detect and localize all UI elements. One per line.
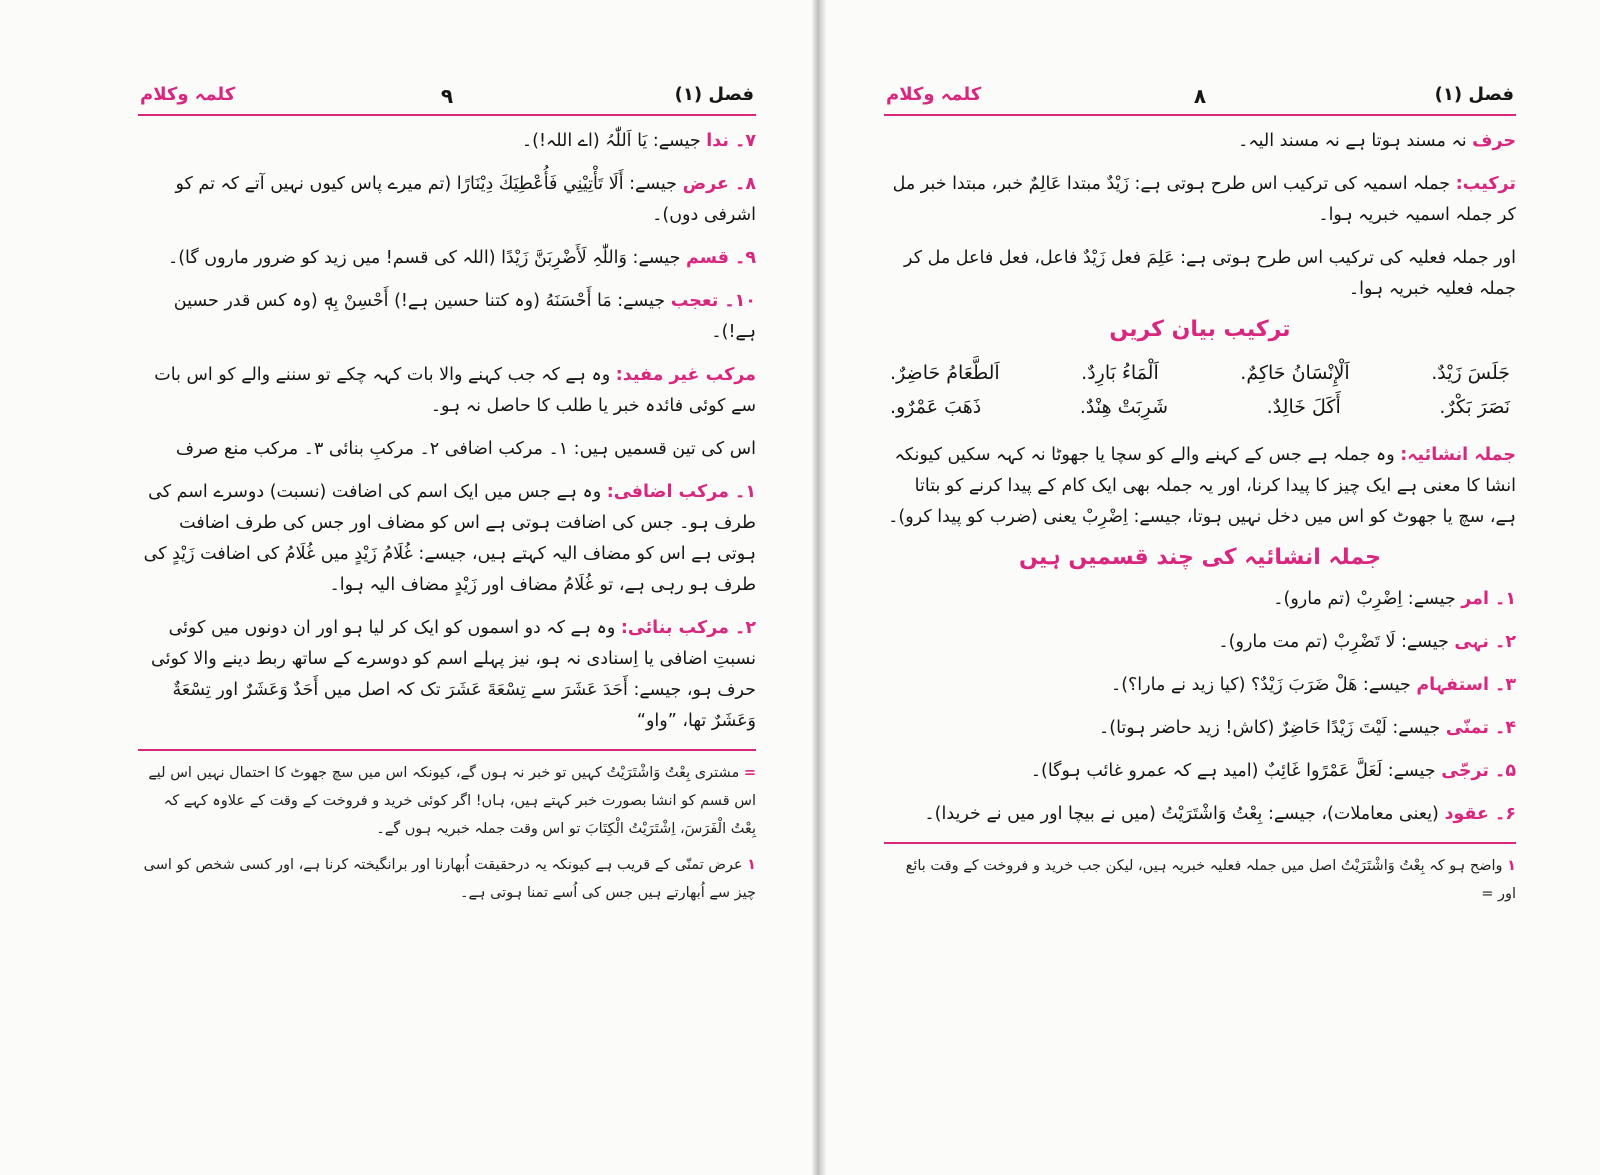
paragraph-text: اور جملہ فعلیہ کی ترکیب اس طرح ہوتی ہے: عَلِمَ فعل زَيْدٌ فاعل، فعل فاعل مل کر جملہ فعلیہ خبریہ ہوا۔ [904,248,1516,299]
paragraph-text: وہ ہے جس میں ایک اسم کی اضافت (نسبت) دوسرے اسم کی طرف ہو۔ جس کی اضافت ہوتی ہے اس کو مضاف اور جس کی طرف اضافت ہوتی ہے اس کو مضاف الیہ کہتے ہیں، جیسے: غُلَامُ زَيْدٍ میں غُلَامُ کی اضافت زَيْدٍ کی طرف ہو رہی ہے، تو غُلَامُ مضاف اور زَيْدٍ مضاف الیہ ہوا۔ [143,482,756,595]
book-gutter [812,0,826,1175]
paragraph [138,360,756,422]
paragraph [138,169,756,231]
footnote-text: مشتری بِعْتُ وَاشْتَرَيْتُ کہیں تو خبر نہ ہوں گے، کیونکہ اس میں سچ جھوٹ کا احتمال نہیں اس لیے اس قسم کو انشا بصورت خبر کہتے ہیں، ہاں! اگر کوئی خرید و فروخت کے وقت کے علاوہ کہے کہ بِعْتُ الْفَرَسَ، اِشْتَرَيْتُ الْكِتَابَ تو اس وقت جملہ خبریہ ہوں گے۔ [148,765,756,837]
chapter-label: فصل (۱) [1434,84,1514,105]
type-item [884,713,1516,744]
paragraph-insha [884,440,1516,533]
paragraph [884,243,1516,305]
paragraph [138,286,756,348]
chapter-label: فصل (۱) [674,84,754,105]
paragraph-label: حرف [1472,131,1516,151]
footnote-mark: ۱ [747,857,756,873]
paragraph-label: ۹۔ قسم [685,248,756,268]
footnote-mark: ۱ [1507,858,1516,874]
exercise-heading: ترکیب بیان کریں [1109,317,1291,342]
footnote [884,852,1516,908]
footnote-rule [138,749,756,751]
type-text: (یعنی معاملات)، جیسے: بِعْتُ وَاشْتَرَيْتُ (میں نے بیچا اور میں نے خریدا)۔ [924,804,1445,824]
exercise-sentence: ذَهَبَ عَمْرٌو. [890,396,982,418]
paragraph-label: ۷۔ ندا [706,131,756,151]
exercise-sentence: نَصَرَ بَكْرٌ. [1439,396,1510,418]
types-heading: جملہ انشائیہ کی چند قسمیں ہیں [1019,545,1381,570]
paragraph [138,126,756,157]
footnote-mark: = [743,765,756,781]
paragraph-text: جیسے: أَلَا تَأْتِيْنِي فَأُعْطِيَكَ دِيْنَارًا (تم میرے پاس کیوں نہیں آتے کہ تم کو اشرفی دوں)۔ [175,174,756,225]
exercise-row [890,356,1510,390]
paragraph-text: وہ ہے کہ دو اسموں کو ایک کر لیا ہو اور ان دونوں میں کوئی نسبتِ اضافی یا اِسنادی نہ ہو، نیز پہلے اسم کو دوسرے کے ساتھ ربط دینے والا کوئی حرف ہو، جیسے: أَحَدَ عَشَرَ سے تِسْعَةَ عَشَرَ تک کہ اصل میں أَحَدٌ وَعَشَرٌ اور تِسْعَةٌ وَعَشَرٌ تھا، ”واو“ [151,618,756,731]
exercise-sentence: اَلْمَاءُ بَارِدٌ. [1081,362,1159,384]
paragraph-label: مرکب غیر مفید: [615,365,756,385]
paragraph [138,613,756,737]
exercise-sentence: أَكَلَ خَالِدٌ. [1266,396,1341,418]
paragraph-text: جیسے: یَا اَللّٰہُ (اے اللہ!)۔ [521,131,707,151]
footnote-text: واضح ہو کہ بِعْتُ وَاشْتَرَيْتُ اصل میں جملہ فعلیہ خبریہ ہیں، لیکن جب خرید و فروخت کے وقت بائع اور = [905,858,1516,902]
exercise-sentence: اَلطَّعَامُ حَاضِرٌ. [890,362,1000,384]
right-page-body [884,126,1516,830]
type-text: جیسے: اِضْرِبْ (تم مارو)۔ [1273,589,1462,609]
paragraph-label: ترکیب: [1455,174,1516,194]
left-page-body [138,126,756,737]
header-rule [138,114,756,116]
exercise-sentence: اَلْإِنْسَانُ حَاكِمٌ. [1240,362,1350,384]
topic-title: کلمہ وکلام [140,84,236,105]
left-page-header [138,84,756,112]
right-page-header [884,84,1516,112]
paragraph-label: ۱۔ مرکب اضافی: [606,482,756,502]
type-label: ۴۔ تمنّی [1445,718,1516,738]
topic-title: کلمہ وکلام [886,84,982,105]
type-label: ۶۔ عقود [1444,804,1516,824]
exercise-sentence: جَلَسَ زَيْدٌ. [1431,362,1510,384]
paragraph-text: جیسے: مَا أَحْسَنَهُ (وہ کتنا حسین ہے!) أَحْسِنْ بِهٖ (وہ کس قدر حسین ہے!)۔ [173,291,756,342]
footnote-text: عرض تمنّی کے قریب ہے کیونکہ یہ درحقیقت اُبھارنا اور برانگیختہ کرنا ہے، اور کسی شخص کو اسی چیز سے اُبھارتے ہیں جس کی اُسے تمنا ہوتی ہے۔ [143,857,756,901]
type-item [884,756,1516,787]
type-item [884,584,1516,615]
type-text: جیسے: لَعَلَّ عَمْرًوا غَائِبٌ (امید ہے کہ عمرو غائب ہوگا)۔ [1030,761,1442,781]
exercise-sentence: شَرِبَتْ هِنْدٌ. [1079,396,1169,418]
paragraph-label: ۱۰۔ تعجب [670,291,756,311]
paragraph-label: ۸۔ عرض [682,174,756,194]
type-label: ۲۔ نہی [1454,632,1516,652]
paragraph-text: اس کی تین قسمیں ہیں: ۱۔ مرکب اضافی ۲۔ مرکبِ بنائی ۳۔ مرکب منع صرف [175,439,756,459]
footnote [138,759,756,843]
paragraph-text: وہ جملہ ہے جس کے کہنے والے کو سچا یا جھوٹا نہ کہہ سکیں کیونکہ انشا کا معنی ہے ایک چیز کا پیدا کرنا، اور یہ جملہ بھی ایک کام کے پیدا کرنے کو بتاتا ہے، سچ یا جھوٹ کو اس میں دخل نہیں ہوتا، جیسے: اِضْرِبْ یعنی (ضرب کو پیدا کرو)۔ [888,445,1516,527]
page-number: ۹ [440,84,454,108]
paragraph-label: جملہ انشائیہ: [1400,445,1516,465]
type-text: جیسے: لَيْتَ زَيْدًا حَاضِرٌ (کاش! زید حاضر ہوتا)۔ [1098,718,1446,738]
header-rule [884,114,1516,116]
right-page [826,0,1600,1175]
type-item [884,670,1516,701]
exercise-row [890,390,1510,424]
page-number: ۸ [1193,84,1207,108]
footnote [138,851,756,907]
type-text: جیسے: لَا تَضْرِبْ (تم مت مارو)۔ [1218,632,1455,652]
paragraph [884,126,1516,157]
paragraph [138,477,756,601]
type-label: ۵۔ ترجّی [1441,761,1516,781]
type-item [884,799,1516,830]
paragraph [884,169,1516,231]
type-text: جیسے: هَلْ ضَرَبَ زَيْدٌ؟ (کیا زید نے مارا؟)۔ [1110,675,1417,695]
paragraph [138,434,756,465]
paragraph [138,243,756,274]
paragraph-text: نہ مسند ہوتا ہے نہ مسند الیہ۔ [1238,131,1473,151]
type-label: ۱۔ امر [1461,589,1516,609]
paragraph-label: ۲۔ مرکب بنائی: [620,618,756,638]
paragraph-text: جیسے: وَاللّٰہِ لَأَضْرِبَنَّ زَيْدًا (اللہ کی قسم! میں زید کو ضرور ماروں گا)۔ [167,248,686,268]
paragraph-text: وہ ہے کہ جب کہنے والا بات کہہ چکے تو سننے والے کو اس بات سے کوئی فائدہ خبر یا طلب کا حاصل نہ ہو۔ [154,365,756,416]
paragraph-text: جملہ اسمیہ کی ترکیب اس طرح ہوتی ہے: زَيْدٌ مبتدا عَالِمٌ خبر، مبتدا خبر مل کر جملہ اسمیہ خبریہ ہوا۔ [892,174,1516,225]
type-item [884,627,1516,658]
type-label: ۳۔ استفہام [1416,675,1516,695]
footnote-rule [884,842,1516,844]
